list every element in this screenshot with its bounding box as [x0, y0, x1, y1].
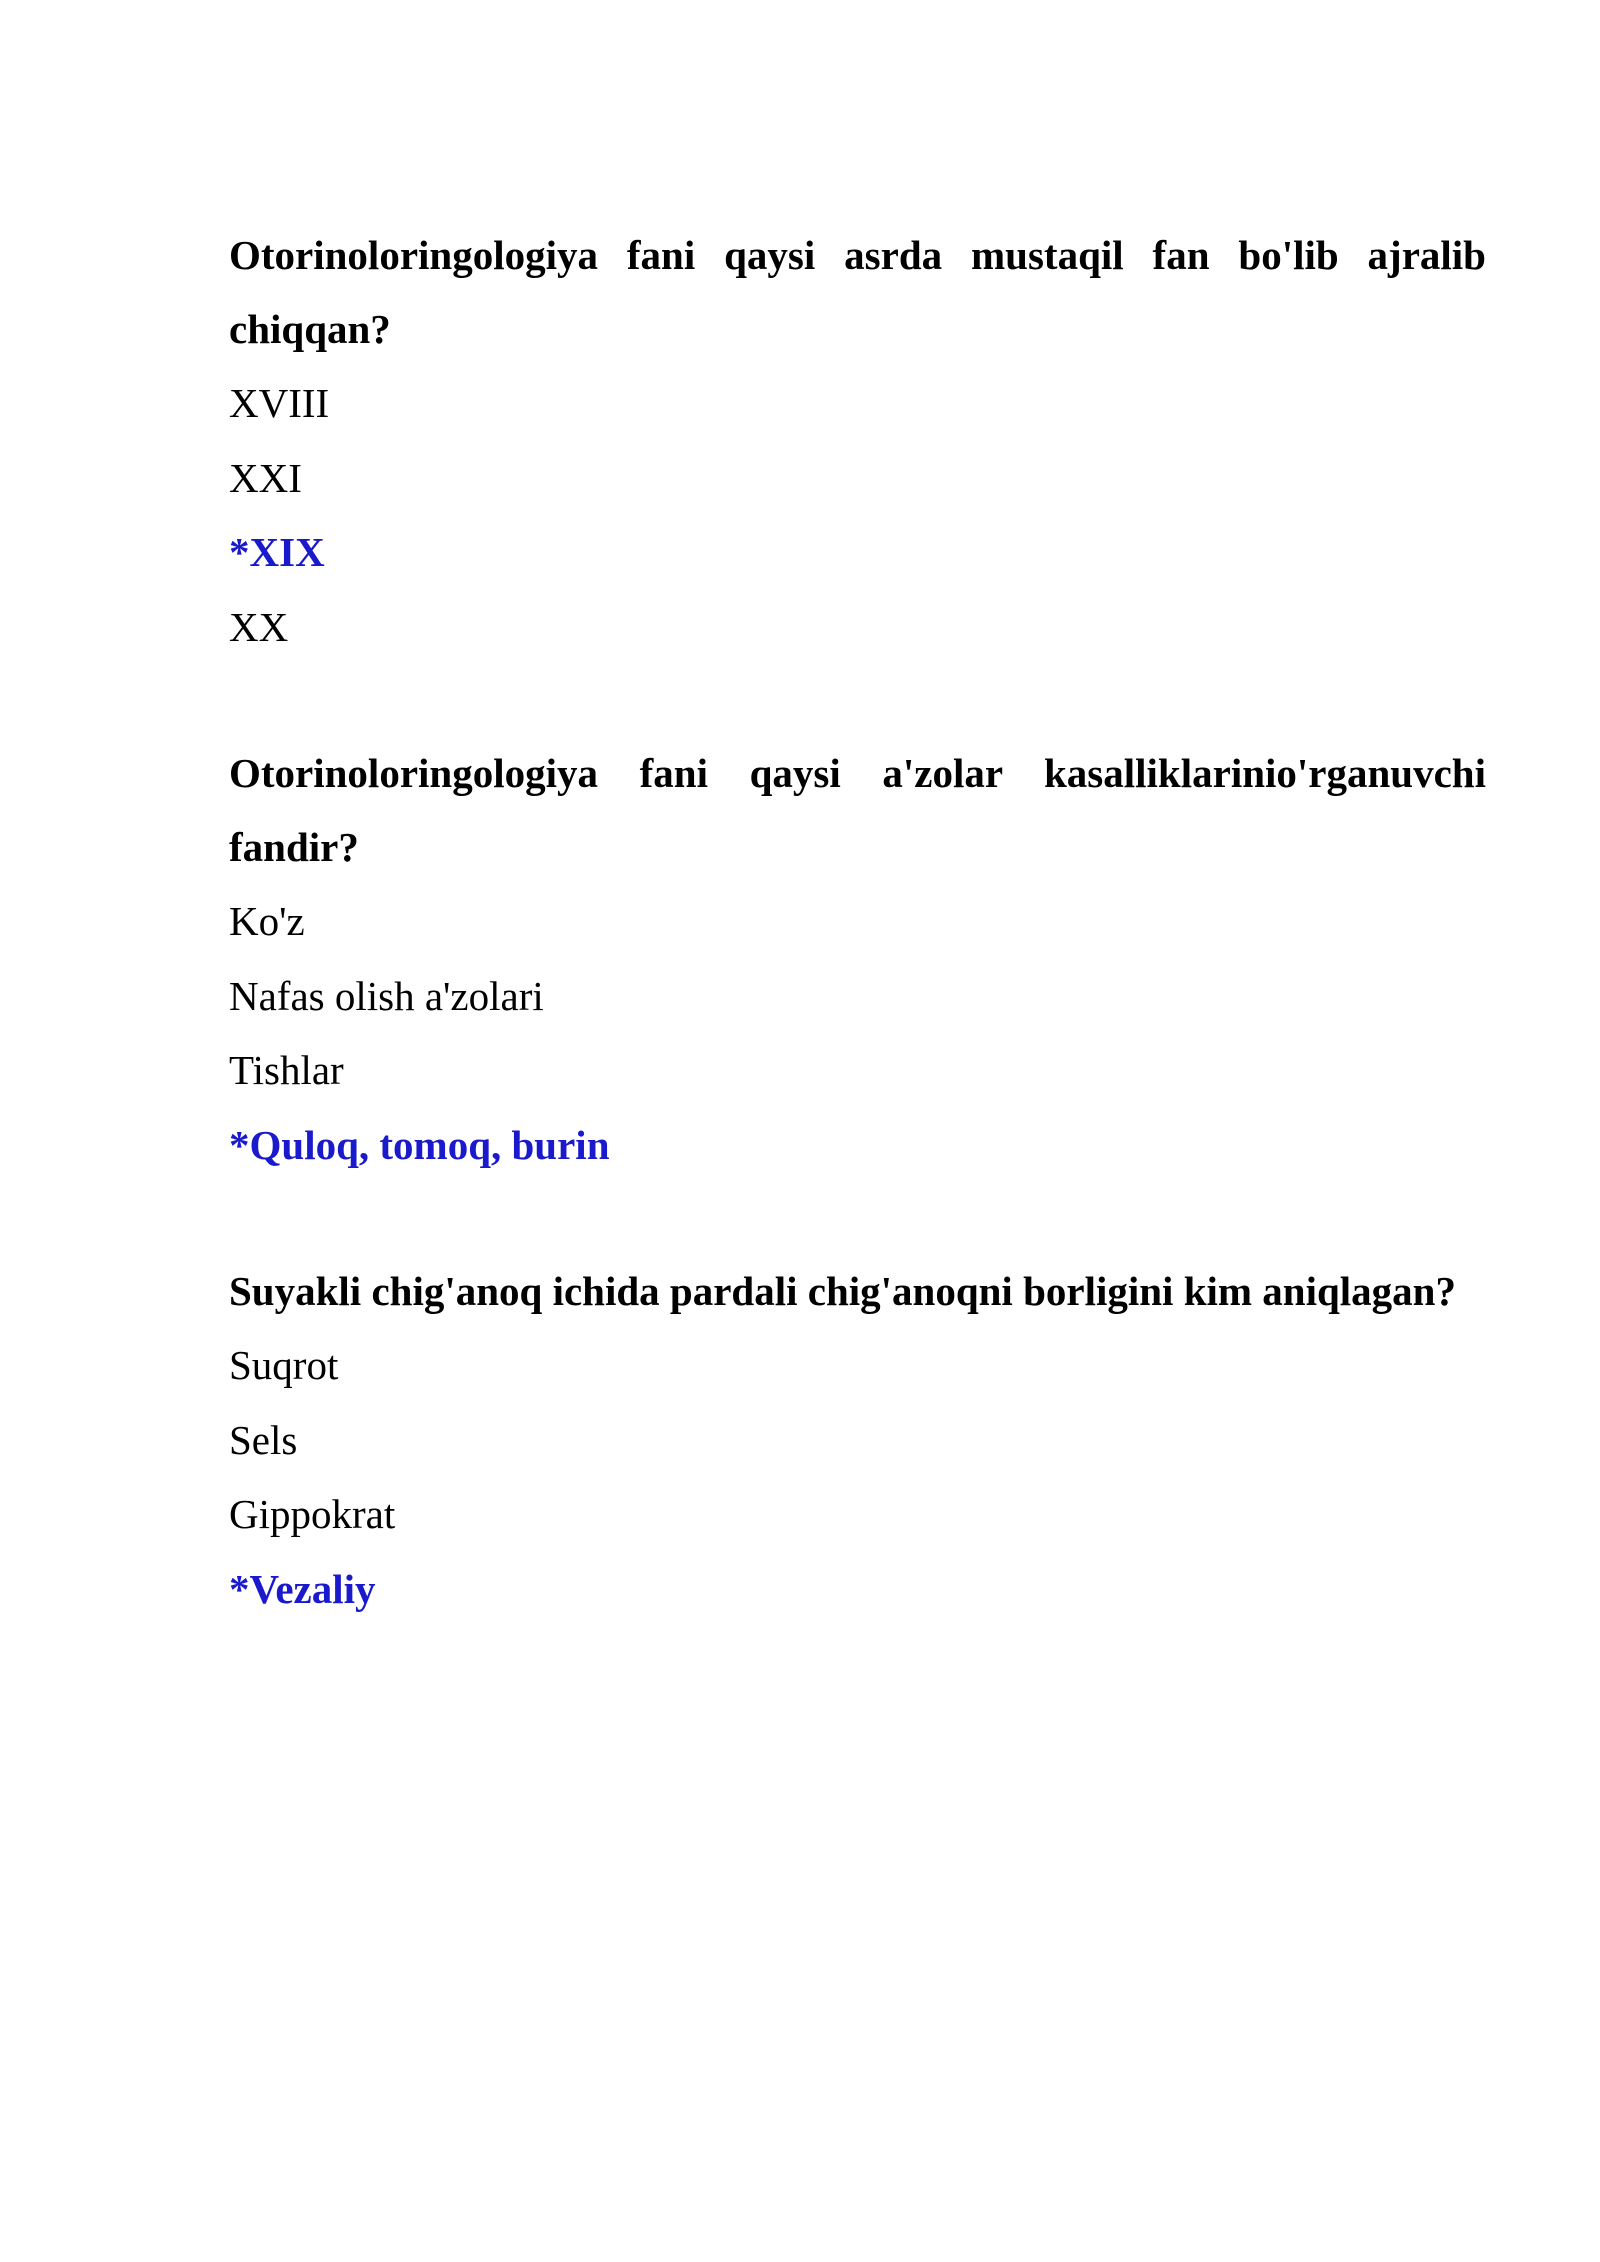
- answer-option: XX: [229, 603, 289, 650]
- answer-option: Ko'z: [229, 898, 305, 944]
- correct-answer-option: *XIX: [229, 529, 325, 575]
- answer-option: Suqrot: [229, 1342, 339, 1388]
- answer-options: [229, 884, 1486, 1182]
- answer-options: [229, 1328, 1486, 1626]
- question-block-2: [229, 736, 1486, 1182]
- answer-option: Nafas olish a'zolari: [229, 972, 544, 1019]
- answer-option: XVIII: [229, 380, 330, 426]
- question-text: Otorinoloringologiya fani qaysi asrda mustaqil fan bo'lib ajralib chiqqan?: [229, 232, 1486, 352]
- question-text: Otorinoloringologiya fani qaysi a'zolar kasalliklarinio'rganuvchi fandir?: [229, 750, 1486, 870]
- answer-option: Gippokrat: [229, 1491, 396, 1537]
- correct-answer-option: *Quloq, tomoq, burin: [229, 1121, 610, 1168]
- question-block-3: [229, 1254, 1486, 1626]
- answer-option: Tishlar: [229, 1047, 344, 1093]
- answer-option: Sels: [229, 1416, 298, 1463]
- document-page: [229, 218, 1486, 1698]
- correct-answer-option: *Vezaliy: [229, 1565, 376, 1612]
- question-block-1: [229, 218, 1486, 664]
- answer-options: [229, 366, 1486, 664]
- question-text: Suyakli chig'anoq ichida pardali chig'anoqni borligini kim aniqlagan?: [229, 1268, 1456, 1314]
- answer-option: XXI: [229, 454, 302, 501]
